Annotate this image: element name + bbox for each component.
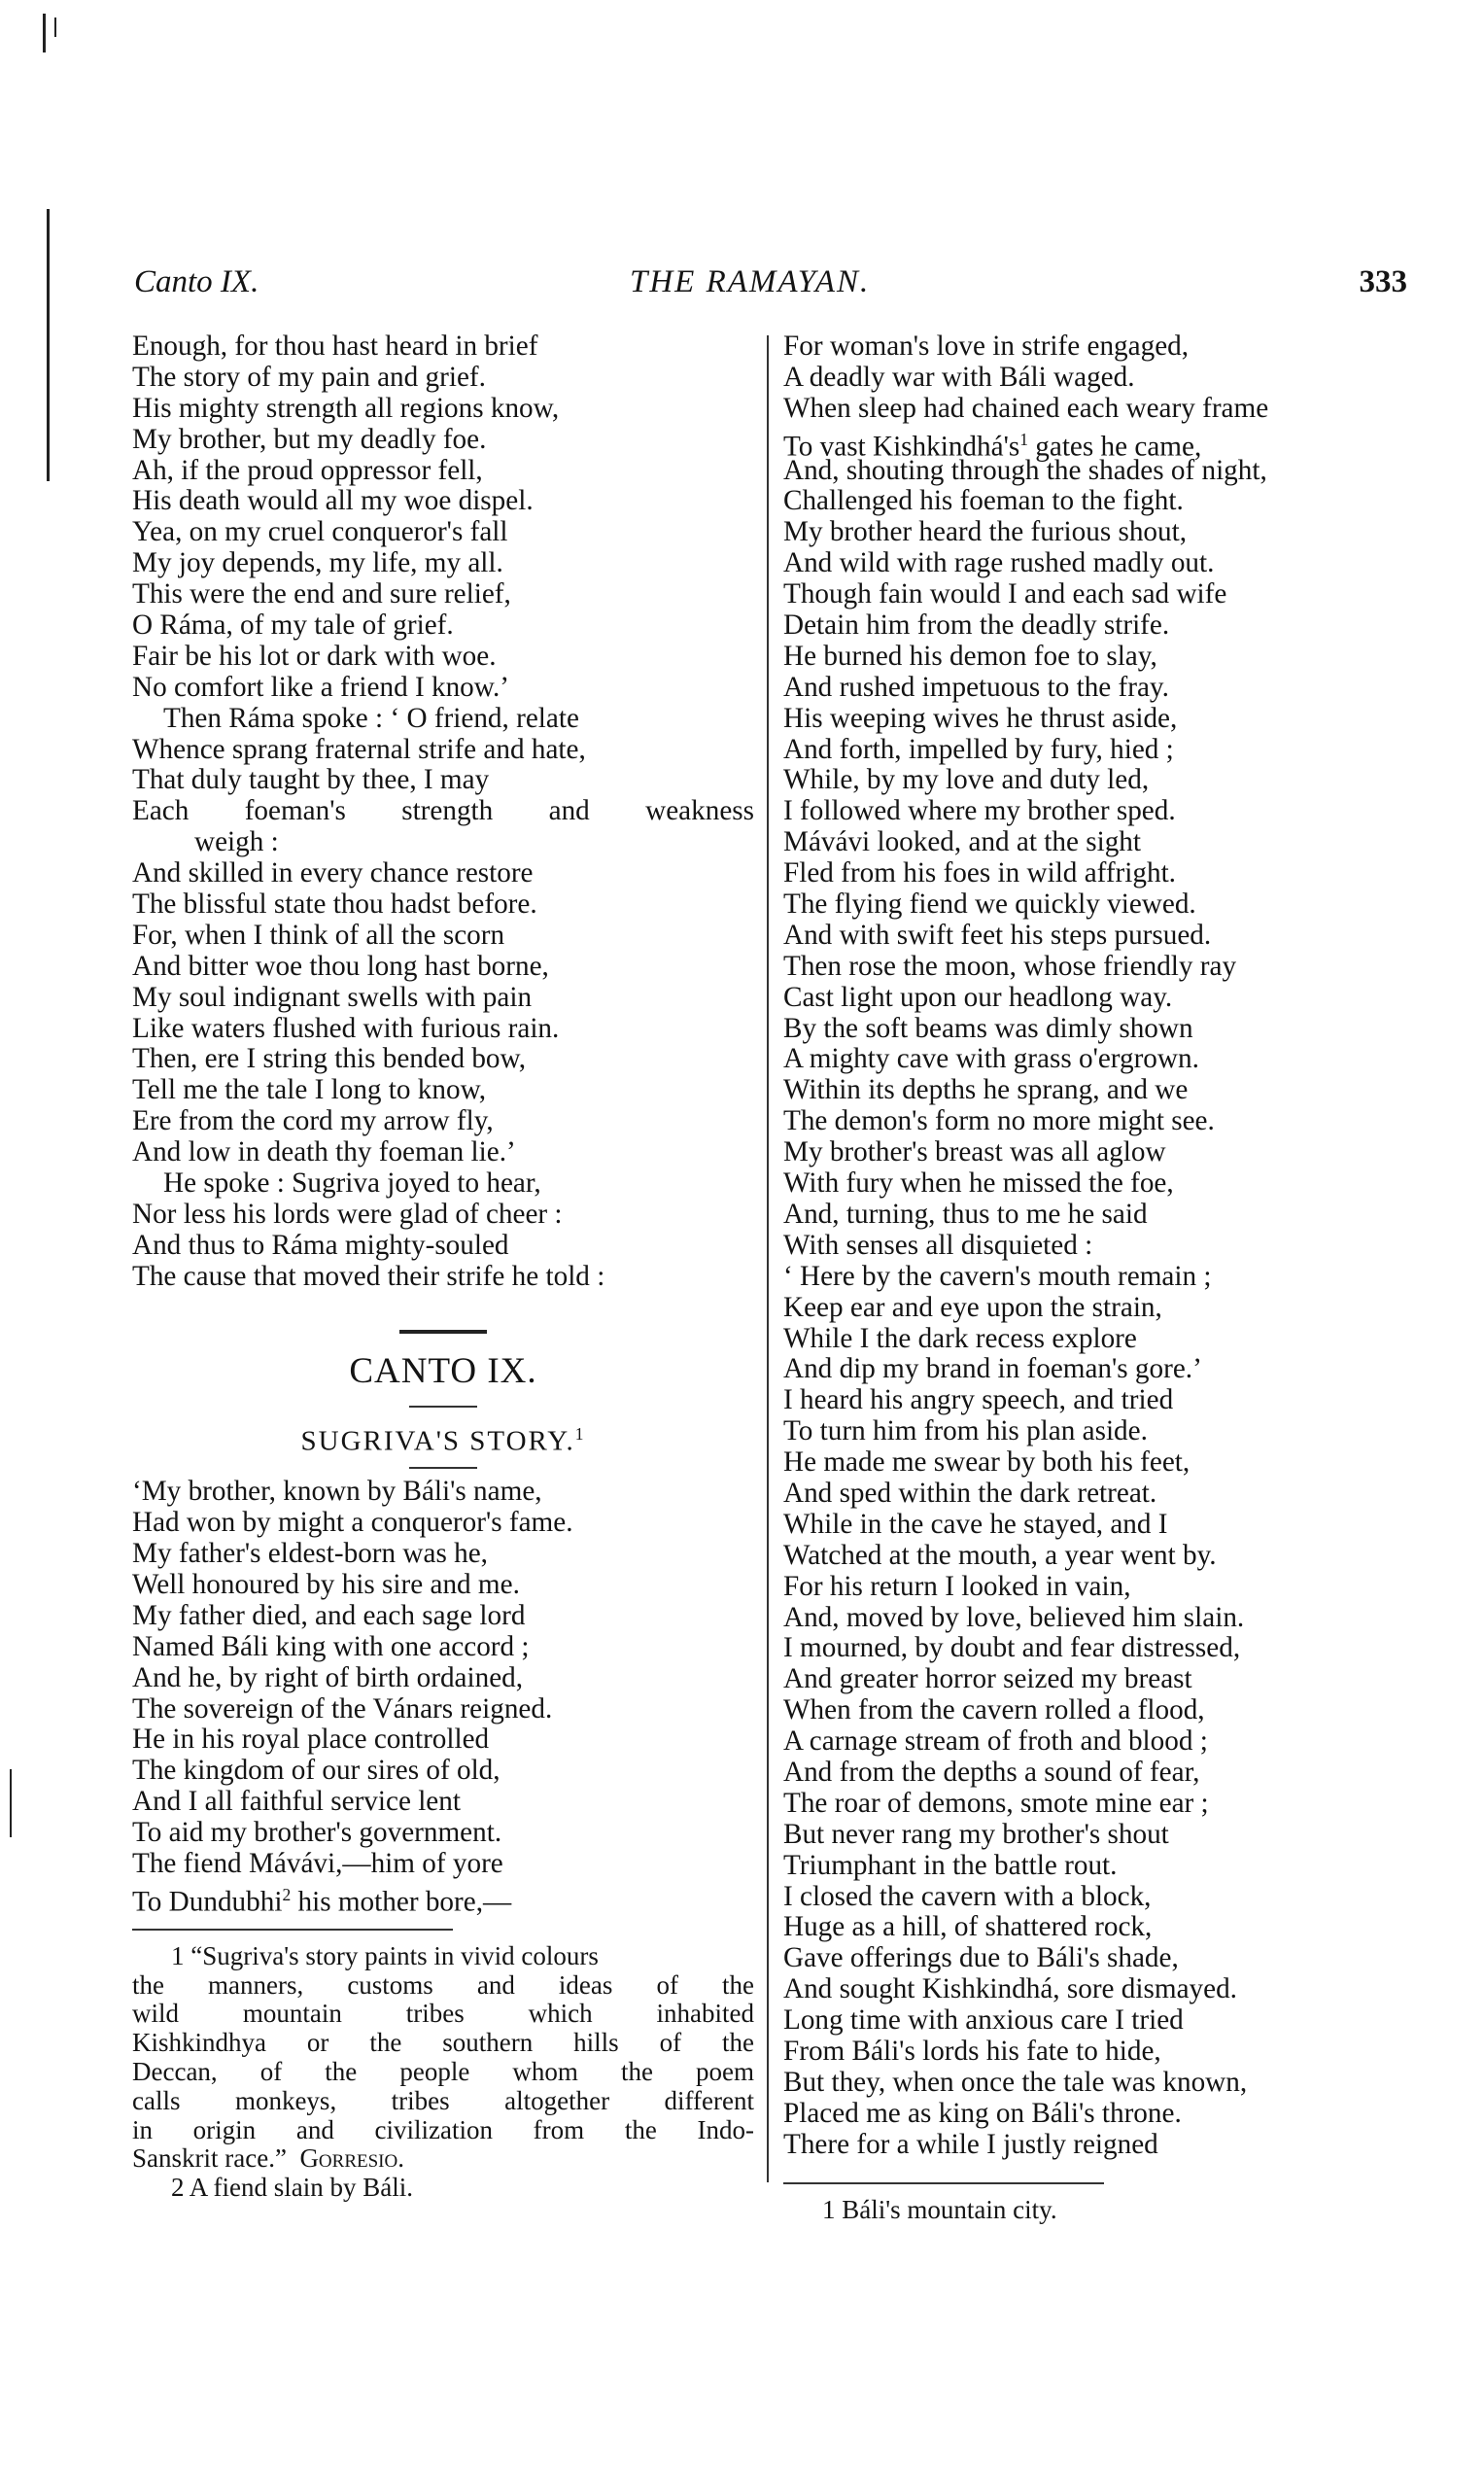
- header-title: THE RAMAYAN.: [630, 264, 871, 299]
- verse-line: The flying fiend we quickly viewed.: [783, 888, 1196, 921]
- running-header: [134, 264, 1407, 313]
- footnote-line: calls monkeys, tribes altogether different: [132, 2085, 754, 2115]
- right-column: [783, 331, 1405, 2224]
- verse-line: And with swift feet his steps pursued.: [783, 919, 1212, 951]
- verse-line: The cause that moved their strife he told :: [132, 1260, 605, 1292]
- verse-line: Fair be his lot or dark with woe.: [132, 640, 497, 672]
- verse-line: While I the dark recess explore: [783, 1322, 1137, 1354]
- verse-line: Ah, if the proud oppressor fell,: [132, 454, 483, 486]
- left-column: [132, 331, 754, 2203]
- verse-line: His weeping wives he thrust aside,: [783, 702, 1178, 734]
- verse-line: My soul indignant swells with pain: [132, 981, 533, 1013]
- verse-line: And from the depths a sound of fear,: [783, 1756, 1200, 1788]
- verse-line: And bitter woe thou long hast borne,: [132, 950, 549, 982]
- verse-line: O Ráma, of my tale of grief.: [132, 610, 454, 642]
- verse-line: Had won by might a conqueror's fame.: [132, 1507, 573, 1539]
- footnote-line: Deccan, of the people whom the poem: [132, 2056, 754, 2086]
- verse-line: Mávávi looked, and at the sight: [783, 826, 1142, 858]
- footnotes: [783, 2196, 1405, 2225]
- verse-line: He spoke : Sugriva joyed to hear,: [163, 1167, 541, 1200]
- verse-line: Whence sprang fraternal strife and hate,: [132, 733, 586, 765]
- verse-line: Tell me the tale I long to know,: [132, 1074, 487, 1106]
- verse-line: Fled from his foes in wild affright.: [783, 857, 1176, 889]
- footnote-ref: 2: [282, 1884, 292, 1904]
- verse-line: There for a while I justly reigned: [783, 2128, 1158, 2160]
- footnote-ref: 1: [574, 1423, 586, 1444]
- verse-line: And sought Kishkindhá, sore dismayed.: [783, 1973, 1237, 2005]
- verse-line: My father died, and each sage lord: [132, 1599, 526, 1631]
- verse-line: This were the end and sure relief,: [132, 578, 511, 610]
- scan-mark-left-edge-2: [10, 1769, 12, 1837]
- verse-line: And, turning, thus to me he said: [783, 1198, 1148, 1230]
- story-heading: SUGRIVA'S STORY.$^1$: [300, 1423, 586, 1457]
- verse-line: Triumphant in the battle rout.: [783, 1849, 1118, 1881]
- verse-line: To turn him from his plan aside.: [783, 1415, 1148, 1447]
- verse-line: But they, when once the tale was known,: [783, 2066, 1248, 2098]
- canto-heading: CANTO IX.: [349, 1350, 537, 1391]
- heading-rule: [409, 1467, 477, 1469]
- verse-line: And sped within the dark retreat.: [783, 1477, 1157, 1509]
- verse-line: He made me swear by both his feet,: [783, 1446, 1191, 1479]
- scan-mark-left-edge: [47, 209, 50, 481]
- verse-line: My brother, but my deadly foe.: [132, 423, 487, 455]
- verse-line: Huge as a hill, of shattered rock,: [783, 1911, 1153, 1943]
- verse-line: Keep ear and eye upon the strain,: [783, 1291, 1162, 1323]
- verse-line: The roar of demons, smote mine ear ;: [783, 1787, 1209, 1819]
- verse-line: To aid my brother's government.: [132, 1817, 502, 1849]
- verse-line: Then rose the moon, whose friendly ray: [783, 950, 1237, 982]
- verse-line: A carnage stream of froth and blood ;: [783, 1725, 1208, 1758]
- verse-line: Watched at the mouth, a year went by.: [783, 1539, 1217, 1571]
- verse-line: He in his royal place controlled: [132, 1724, 490, 1756]
- footnote-source: Gorresio.: [299, 2143, 404, 2174]
- verse-line: Enough, for thou hast heard in brief: [132, 331, 538, 362]
- verse-line: My brother heard the furious shout,: [783, 516, 1188, 548]
- verse-line: And wild with rage rushed madly out.: [783, 547, 1215, 579]
- header-canto: Canto IX.: [134, 264, 259, 299]
- footnote-line: 2 A fiend slain by Báli.: [171, 2173, 413, 2203]
- verse-line: While in the cave he stayed, and I: [783, 1508, 1168, 1540]
- verse-line: Named Báli king with one accord ;: [132, 1630, 530, 1662]
- verse-line: That duly taught by thee, I may: [132, 764, 490, 796]
- verse-line: I mourned, by doubt and fear distressed,: [783, 1632, 1241, 1664]
- footnote-line: the manners, customs and ideas of the: [132, 1969, 754, 2000]
- verse-line: And he, by right of birth ordained,: [132, 1661, 524, 1693]
- footnote-rule: [783, 2182, 1104, 2184]
- verse-line: His death would all my woe dispel.: [132, 485, 534, 517]
- verse-line: And low in death thy foeman lie.’: [132, 1136, 516, 1168]
- verse-line: With fury when he missed the foe,: [783, 1167, 1174, 1200]
- footnote-line: wild mountain tribes which inhabited: [132, 1999, 754, 2029]
- verse-line: To Dundubhi$^2$ his mother bore,—: [132, 1884, 512, 1918]
- verse-line: While, by my love and duty led,: [783, 764, 1150, 796]
- verse-line: From Báli's lords his fate to hide,: [783, 2035, 1161, 2067]
- verse-line: ‘My brother, known by Báli's name,: [132, 1476, 542, 1508]
- verse-line-continuation: weigh :: [194, 826, 279, 858]
- verse-line: A mighty cave with grass o'ergrown.: [783, 1043, 1199, 1075]
- verse-line: ‘ Here by the cavern's mouth remain ;: [783, 1260, 1212, 1292]
- verse-line: Cast light upon our headlong way.: [783, 981, 1173, 1013]
- verse-line: For woman's love in strife engaged,: [783, 331, 1190, 362]
- verse-line: I heard his angry speech, and tried: [783, 1384, 1174, 1416]
- verse-line: No comfort like a friend I know.’: [132, 671, 509, 703]
- verse-line: Within its depths he sprang, and we: [783, 1074, 1189, 1106]
- verse-line: Placed me as king on Báli's throne.: [783, 2097, 1182, 2129]
- footnotes: [132, 1942, 754, 2203]
- verse-line: The blissful state thou hadst before.: [132, 888, 537, 921]
- verse-line: And thus to Ráma mighty-souled: [132, 1229, 509, 1261]
- verse-line: Like waters flushed with furious rain.: [132, 1012, 560, 1044]
- verse-line: Though fain would I and each sad wife: [783, 578, 1227, 610]
- verse-line: For, when I think of all the scorn: [132, 919, 505, 951]
- verse-line: The fiend Mávávi,—him of yore: [132, 1847, 503, 1879]
- verse-line: And dip my brand in foeman's gore.’: [783, 1353, 1202, 1385]
- verse-line: When from the cavern rolled a flood,: [783, 1694, 1205, 1726]
- verse-line: And, moved by love, believed him slain.: [783, 1601, 1245, 1633]
- verse-line: And, shouting through the shades of night,: [783, 454, 1267, 486]
- footnote-line: in origin and civilization from the Indo-: [132, 2114, 754, 2144]
- footnote-line: Sanskrit race.” Gorresio.: [132, 2143, 404, 2174]
- page-number: 333: [1359, 264, 1407, 299]
- footnote-rule: [132, 1929, 453, 1931]
- footnote-line: 1 “Sugriva's story paints in vivid colours: [171, 1940, 599, 1970]
- verse-line: Well honoured by his sire and me.: [132, 1568, 520, 1600]
- verse-line: Gave offerings due to Báli's shade,: [783, 1942, 1179, 1974]
- verse-line: I closed the cavern with a block,: [783, 1880, 1152, 1912]
- footnote-line: 1 Báli's mountain city.: [822, 2194, 1057, 2224]
- verse-line: Then, ere I string this bended bow,: [132, 1043, 527, 1075]
- verse-line: The kingdom of our sires of old,: [132, 1755, 500, 1787]
- verse-line: Each foeman's strength and weakness: [132, 795, 754, 827]
- verse-line: A deadly war with Báli waged.: [783, 361, 1135, 393]
- verse-line: The demon's form no more might see.: [783, 1105, 1215, 1137]
- verse-line: And rushed impetuous to the fray.: [783, 671, 1169, 703]
- column-divider: [767, 335, 769, 2182]
- verse-line: Long time with anxious care I tried: [783, 2004, 1184, 2037]
- verse-line: And forth, impelled by fury, hied ;: [783, 733, 1174, 765]
- verse-line: The sovereign of the Vánars reigned.: [132, 1692, 553, 1724]
- section-ornament: [132, 1320, 754, 1345]
- verse-line: With senses all disquieted :: [783, 1229, 1093, 1261]
- verse-line: But never rang my brother's shout: [783, 1818, 1169, 1850]
- footnote-ref: 1: [1019, 429, 1028, 449]
- heading-rule: [409, 1406, 477, 1408]
- verse-line: When sleep had chained each weary frame: [783, 392, 1269, 424]
- verse-line: And greater horror seized my breast: [783, 1663, 1192, 1695]
- verse-line: To vast $Kishkindhá's^1$ gates he came,: [783, 429, 1202, 463]
- verse-line: By the soft beams was dimly shown: [783, 1012, 1193, 1044]
- verse-line: Nor less his lords were glad of cheer :: [132, 1198, 563, 1230]
- verse-line: Yea, on my cruel conqueror's fall: [132, 516, 508, 548]
- verse-line: My brother's breast was all aglow: [783, 1136, 1166, 1168]
- footnote-line: Kishkindhya or the southern hills of the: [132, 2028, 754, 2058]
- scan-mark-top-2: [54, 17, 56, 37]
- verse-line: I followed where my brother sped.: [783, 795, 1176, 827]
- verse-line: Then Ráma spoke : ‘ O friend, relate: [163, 702, 579, 734]
- verse-line: Ere from the cord my arrow fly,: [132, 1105, 494, 1137]
- verse-line: The story of my pain and grief.: [132, 361, 486, 393]
- verse-line: His mighty strength all regions know,: [132, 392, 560, 424]
- verse-line: And I all faithful service lent: [132, 1786, 461, 1818]
- verse-line: For his return I looked in vain,: [783, 1570, 1131, 1602]
- verse-line: My joy depends, my life, my all.: [132, 547, 503, 579]
- verse-line: He burned his demon foe to slay,: [783, 640, 1157, 672]
- verse-line: And skilled in every chance restore: [132, 857, 534, 889]
- verse-line: My father's eldest-born was he,: [132, 1538, 488, 1570]
- verse-line: Challenged his foeman to the fight.: [783, 485, 1184, 517]
- scan-mark-top: [43, 14, 46, 52]
- verse-line: Detain him from the deadly strife.: [783, 610, 1170, 642]
